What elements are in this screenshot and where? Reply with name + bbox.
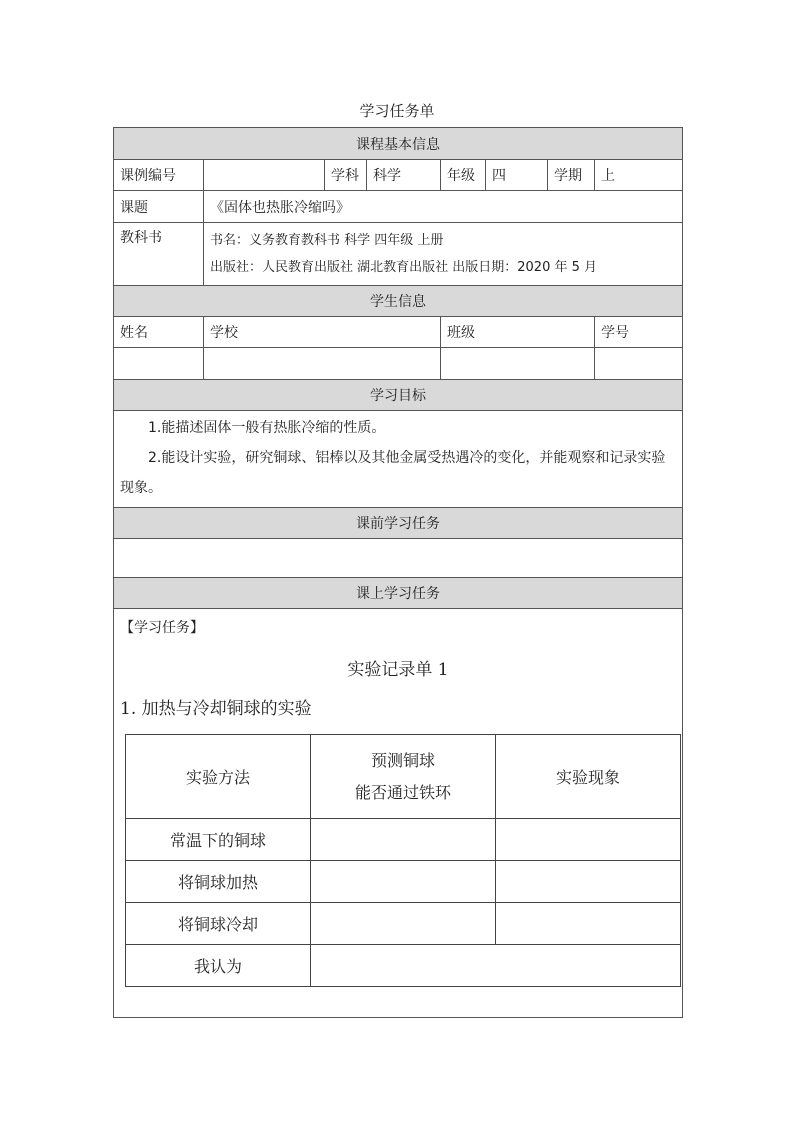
topic-value: 《固体也热胀冷缩吗》 (204, 191, 683, 223)
prediction-cell-2[interactable] (311, 861, 496, 903)
learning-goals-header: 学习目标 (114, 380, 683, 411)
grade-value: 四 (486, 160, 548, 191)
prediction-header-line1: 预测铜球 (370, 750, 435, 770)
textbook-info (204, 223, 683, 286)
class-label: 班级 (441, 317, 595, 348)
experiment-record-table (125, 734, 681, 987)
term-value: 上 (595, 160, 683, 191)
pre-class-task-area[interactable] (114, 539, 683, 578)
row-room-temperature: 常温下的铜球 (126, 819, 311, 861)
student-info-header: 学生信息 (114, 286, 683, 317)
course-info-header: 课程基本信息 (114, 128, 683, 160)
subject-label: 学科 (325, 160, 367, 191)
term-label: 学期 (548, 160, 595, 191)
in-class-task-area (114, 609, 683, 1018)
row-cooled: 将铜球冷却 (126, 903, 311, 945)
prediction-column-header (311, 735, 496, 819)
task-sheet-table (113, 127, 683, 1018)
topic-label: 课题 (114, 191, 204, 223)
school-input-cell[interactable] (204, 348, 441, 380)
textbook-publisher: 出版社：人民教育出版社 湖北教育出版社 出版日期：2020 年 5 月 (210, 260, 598, 275)
student-number-input-cell[interactable] (595, 348, 683, 380)
record-sheet-title: 实验记录单 1 (347, 660, 449, 680)
textbook-name: 书名：义务教育教科书 科学 四年级 上册 (210, 233, 444, 248)
conclusion-cell[interactable] (311, 945, 681, 987)
phenomenon-column-header: 实验现象 (496, 735, 681, 819)
row-heated: 将铜球加热 (126, 861, 311, 903)
in-class-task-header: 课上学习任务 (114, 578, 683, 609)
task-label: 【学习任务】 (120, 620, 204, 636)
phenomenon-cell-1[interactable] (496, 819, 681, 861)
prediction-cell-3[interactable] (311, 903, 496, 945)
class-input-cell[interactable] (441, 348, 595, 380)
learning-goals-body (114, 411, 683, 508)
textbook-label: 教科书 (114, 223, 204, 286)
student-number-label: 学号 (595, 317, 683, 348)
row-conclusion: 我认为 (126, 945, 311, 987)
phenomenon-cell-2[interactable] (496, 861, 681, 903)
subject-value: 科学 (367, 160, 441, 191)
experiment-title: 1. 加热与冷却铜球的实验 (120, 699, 312, 719)
pre-class-task-header: 课前学习任务 (114, 508, 683, 539)
goal-1: 1.能描述固体一般有热胀冷缩的性质。 (148, 420, 386, 436)
prediction-header-line2: 能否通过铁环 (354, 782, 451, 802)
name-input-cell[interactable] (114, 348, 204, 380)
prediction-cell-1[interactable] (311, 819, 496, 861)
goal-2: 2.能设计实验，研究铜球、铝棒以及其他金属受热遇冷的变化，并能观察和记录实验现象。 (120, 450, 666, 496)
method-column-header: 实验方法 (126, 735, 311, 819)
course-id-label: 课例编号 (114, 160, 204, 191)
phenomenon-cell-3[interactable] (496, 903, 681, 945)
name-label: 姓名 (114, 317, 204, 348)
course-id-value (204, 160, 325, 191)
page-title: 学习任务单 (359, 102, 435, 120)
school-label: 学校 (204, 317, 441, 348)
grade-label: 年级 (441, 160, 486, 191)
